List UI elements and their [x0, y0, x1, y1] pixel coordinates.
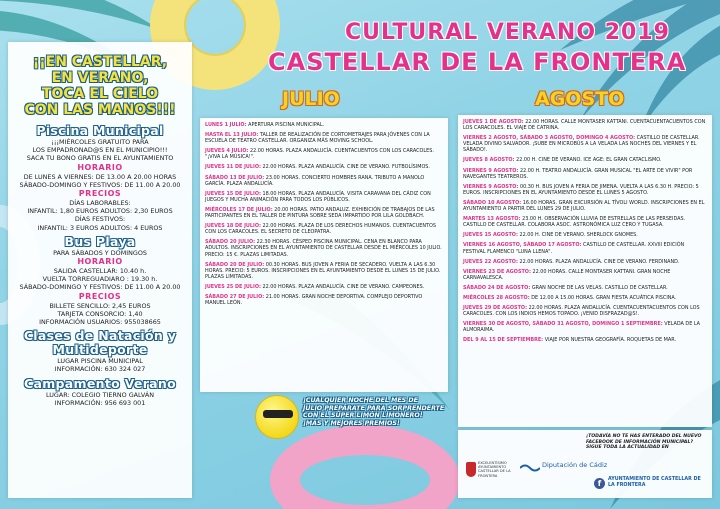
event-description: 18.00 HORAS. PLAZA ANDALUCÍA. VISITA CARAVANA DEL CÁDIZ CON JUEGOS Y MUCHA ANIMACIÓN PARA TODOS LOS PÚBLICOS. [205, 190, 431, 203]
promo-banner [255, 395, 460, 440]
event-date: MIÉRCOLES 28 AGOSTO: [463, 294, 530, 301]
event-date: JUEVES 15 AGOSTO: [463, 232, 518, 239]
event-date: MARTES 13 AGOSTO: [463, 216, 521, 223]
agosto-event [463, 285, 707, 291]
agosto-event [463, 200, 707, 212]
event-description: 22.00 HORAS. PLAZA ANDALUCÍA. CUENTACUENTACUENTOS CON LOS CARACOLES. CON LOS INDIOS HEMOS TOPADO. ¡VENID DISFRAZAD@S!. [463, 305, 700, 318]
event-description: VELADA DE LA ALMORAIMA. [463, 321, 701, 334]
month-julio-heading: JULIO [282, 88, 340, 110]
event-date: VIERNES 16 AGOSTO, SÁBADO 17 AGOSTO: [463, 242, 582, 249]
julio-events [200, 118, 448, 392]
agosto-events [458, 115, 712, 427]
month-agosto-heading: AGOSTO [535, 88, 625, 110]
agosto-event [463, 259, 707, 265]
event-description: 00.30 HORAS. BUS JOVEN A FERIA DE SECADERO. VUELTA A LAS 6.30 HORAS. PRECIO: 5 EUROS. INSCRIPCIONES EN EL AYUNTAMIENTO DESDE EL LUNES 15 DE JULIO. PLAZAS LIMITADAS. [205, 261, 441, 280]
agosto-event [463, 337, 707, 343]
agosto-event [463, 184, 707, 196]
julio-event [205, 284, 443, 290]
event-date: VIERNES 9 AGOSTO: [463, 167, 519, 174]
event-description: 22.00 HORAS. PLAZA DE LOS DERECHOS HUMANOS. CUENTACUENTOS CON LOS CARACOLES. EL SECRETO DE CLEOPATRA. [205, 223, 436, 236]
julio-event [205, 191, 443, 203]
event-description: GRAN NOCHE DE LAS VELAS. CASTILLO DE CASTELLAR. [531, 284, 668, 291]
event-description: 22.00 H. CINE DE VERANO. ICE AGE: EL GRAN CATACLISMO. [516, 157, 662, 164]
event-date: VIERNES 23 DE AGOSTO: [463, 268, 531, 275]
julio-event [205, 262, 443, 280]
event-description: 22.00 HORAS. PLAZA ANDALUCÍA. CINE DE VERANO. FUTBOLÍSIMOS. [262, 164, 430, 171]
municipal-crest-icon [466, 462, 476, 477]
event-description: 22.00 HORAS. PLAZA ANDALUCÍA. CINE DE VERANO. CAMPEONES. [262, 283, 425, 290]
julio-event [205, 207, 443, 219]
julio-event [205, 294, 443, 306]
event-description: 16.00 HORAS. GRAN EXCURSIÓN AL TÍVOLI WORLD. INSCRIPCIONES EN EL AYUNTAMIENTO A PARTIR DEL LUNES 29 DE JULIO. [463, 199, 705, 213]
julio-event [205, 239, 443, 257]
facebook-note: ¡TODAVÍA NO TE HAS ENTERADO DEL NUEVO FACEBOOK DE INFORMACIÓN MUNICIPAL? SIGUE TODA LA ACTUALIDAD EN [586, 434, 702, 451]
logo-diputacion-text: Diputación de Cádiz [542, 461, 608, 469]
piscina-precios-label: PRECIOS [78, 189, 122, 199]
event-date: JUEVES 4 JULIO: [205, 148, 249, 155]
event-date: HASTA EL 13 JULIO: [205, 132, 259, 139]
event-description: DE 12.00 A 15.00 HORAS. GRAN FIESTA ACUÁTICA PISCINA. [531, 294, 677, 301]
agosto-event [463, 119, 707, 131]
facebook-icon[interactable]: f [594, 478, 605, 489]
event-description: 22.30 HORAS. CÉSPED PISCINA MUNICIPAL. CENA EN BLANCO PARA ADULTOS. INSCRIPCIONES EN EL AYUNTAMIENTO DE CASTELLAR DESDE EL MIÉRCOLES 10 JULIO. PRECIO: 15 €. PLAZAS LIMITADAS. [205, 239, 442, 258]
event-description: TALLER DE REALIZACIÓN DE CORTOMETRAJES PARA JÓVENES CON LA ESCUELA DE TEATRO CASTELLAR. ORGANIZA MÁS MOVING SCHOOL. [205, 132, 430, 145]
logo-ayuntamiento-text: EXCELENTÍSIMO AYUNTAMIENTO CASTELLAR DE LA FRONTERA [478, 461, 511, 478]
page-subtitle: CASTELLAR DE LA FRONTERA [268, 48, 687, 76]
event-date: DEL 9 AL 15 DE SEPTIEMBRE: [463, 337, 544, 344]
event-date: SÁBADO 13 DE JULIO: [205, 174, 265, 181]
agosto-event [463, 305, 707, 317]
agosto-event [463, 135, 707, 153]
agosto-event [463, 232, 707, 238]
event-description: 22.00 HORAS. CALLE MONTASER KATTANI. CUENTACUENTACUENTOS CON LOS CARACOLES. EL VIAJE DE CATRINA. [463, 119, 706, 132]
event-date: VIERNES 9 AGOSTO: [463, 183, 519, 190]
event-description: 21.00 HORAS. GRAN NOCHE DEPORTIVA. COMPLEJO DEPORTIVO MANUEL LEÓN. [205, 293, 423, 307]
info-panel: ¡¡EN CASTELLAR, EN VERANO, TOCA EL CIELO CON LAS MANOS!!! Piscina Municipal ¡¡¡MIÉRCOLES GRATUITO PARA LOS EMPADRONAD@S EN EL MUNICIPIO!!! SACA TU BONO GRATIS EN EL AYUNTAMIENTO HORARIO DE LUNES A VIERNES: DE 13.00 A 20.00 HORAS SÁBADO-DOMINGO Y FESTIVOS: DE 11.00 A 20.00 PRECIOS DÍAS LABORABLES: INFANTIL: 1,80 EUROS ADULTOS: 2,30 EUROS DÍAS FESTIVOS: INFANTIL: 3 EUROS ADULTOS: 4 EUROS Bus Playa PARA SÁBADOS Y DOMINGOS HORARIO SALIDA CASTELLAR: 10.40 h. VUELTA TORREGUADIARO : 19.30 h. SÁBADO-DOMINGO Y FESTIVOS: DE 11.00 A 20.00 PRECIOS BILLETE SENCILLO: 2,45 EUROS TARJETA CONSORCIO: 1,40 INFORMACIÓN USUARIOS: 955038665 Clases de Natación y Multideporte LUGAR PISCINA MUNICIPAL INFORMACIÓN: 630 324 027 Campamento Verano LUGAR: COLEGIO TIERNO GALVÁN INFORMACIÓN: 956 693 001 [8, 42, 192, 498]
event-date: JUEVES 22 AGOSTO: [463, 258, 518, 265]
event-date: SÁBADO 10 AGOSTO: [463, 199, 522, 206]
footer [458, 430, 712, 498]
event-date: SÁBADO 20 DE JULIO: [205, 261, 265, 268]
campamento-title: Campamento Verano [24, 375, 176, 391]
event-date: JUEVES 1 DE AGOSTO: [463, 119, 524, 125]
diputacion-logo-icon [520, 463, 540, 473]
bus-precios-label: PRECIOS [78, 291, 122, 301]
julio-event [205, 223, 443, 235]
lemon-mascot-icon [255, 395, 299, 439]
event-date: LUNES 1 JULIO: [205, 122, 247, 128]
event-date: SÁBADO 24 DE AGOSTO: [463, 284, 531, 291]
event-date: JUEVES 8 AGOSTO: [463, 157, 515, 164]
event-date: SÁBADO 20 JULIO: [205, 239, 256, 246]
event-description: 22.00 HORAS. CALLE MONTASER KATTANI. GRAN NOCHE CARNAVALESCA. [463, 268, 671, 281]
julio-event [205, 164, 443, 170]
agosto-event [463, 168, 707, 180]
agosto-event [463, 216, 707, 228]
event-date: VIERNES 2 AGOSTO, SÁBADO 3 AGOSTO, DOMINGO 4 AGOSTO: [463, 135, 636, 142]
julio-event [205, 148, 443, 160]
event-description: 22.00 HORAS. PLAZA ANDALUCÍA. CINE DE VERANO. FERDINAND. [519, 258, 680, 265]
facebook-page-name[interactable]: AYUNTAMIENTO DE CASTELLAR DE LA FRONTERA [608, 477, 701, 488]
slogan: ¡¡EN CASTELLAR, EN VERANO, TOCA EL CIELO CON LAS MANOS!!! [24, 54, 176, 118]
event-description: 22.00 H. CINE DE VERANO. SHERLOCK GNOMES. [519, 232, 638, 239]
event-description: 23.00 HORAS. CONCIERTO HOMBRES RANA. TRIBUTO A MANOLO GARCÍA. PLAZA ANDALUCÍA. [205, 174, 425, 187]
piscina-title: Piscina Municipal [36, 123, 164, 138]
bus-title: Bus Playa [64, 233, 136, 249]
julio-event [205, 132, 443, 144]
event-date: JUEVES 18 DE JULIO: [205, 223, 261, 230]
bus-horario-label: HORARIO [77, 257, 123, 267]
julio-event [205, 122, 443, 128]
event-description: 23.00 H. OBSERVACIÓN LLUVIA DE ESTRELLAS DE LAS PERSEIDAS. CASTILLO DE CASTELLAR. COLABORA ASOC. ASTRONÓMICA LUZ CERO Y TUGASA. [463, 216, 686, 229]
agosto-event [463, 157, 707, 163]
agosto-event [463, 321, 707, 333]
event-description: VIAJE POR NUESTRA GEOGRAFÍA. ROQUETAS DE MAR. [544, 337, 677, 344]
event-date: JUEVES 25 DE JULIO: [205, 283, 261, 290]
agosto-event [463, 242, 707, 254]
event-date: JUEVES 15 DE JULIO: [205, 190, 261, 197]
event-date: JUEVES 29 DE AGOSTO: [463, 305, 528, 312]
event-date: JUEVES 11 DE JULIO: [205, 164, 261, 171]
event-description: 00.30 H. BUS JOVEN A FERIA DE JIMENA. VUELTA A LAS 6.30 H. PRECIO: 5 EUROS. INSCRIPCIONES EN EL AYUNTAMIENTO DESDE EL LUNES 5 AGOSTO. [463, 183, 699, 196]
piscina-horario-label: HORARIO [77, 162, 123, 172]
event-description: 22.00 H. TEATRO ANDALUCÍA. GRAN MUSICAL "EL ARTE DE VIVIR" POR NAVEGANTES TEATREROS. [463, 167, 693, 180]
promo-text: ¡CUALQUIER NOCHE DEL MES DE JULIO PREPÁRATE PARA SORPRENDERTE CON EL SÚPER LIMÓN LIMONERO! ¡MÁS Y MEJORES PREMIOS! [303, 397, 445, 427]
event-description: APERTURA PISCINA MUNICIPAL. [248, 122, 325, 128]
event-date: MIÉRCOLES 17 DE JULIO: [205, 206, 273, 213]
page-title: CULTURAL VERANO 2019 [345, 20, 670, 45]
agosto-event [463, 269, 707, 281]
event-description: 20.00 HORAS. PATIO ANDALUZ. EXHIBICIÓN DE TRABAJOS DE LAS PARTICIPANTES EN EL TALLER DE PINTURA SOBRE SEDA IMPARTIDO POR LILA GOLDBACH. [205, 206, 435, 220]
event-date: SÁBADO 27 DE JULIO: [205, 293, 265, 300]
julio-event [205, 175, 443, 187]
event-description: CASTILLO DE CASTELLAR. VELADA DIVINO SALVADOR. ¡SUBE EN MICROBÚS A LA VELADA LAS NOCHES DEL VIERNES Y EL SÁBADO!. [463, 135, 700, 154]
clases-title: Clases de Natación y Multideporte [23, 328, 177, 358]
event-description: CASTILLO DE CASTELLAR. XXVIII EDICIÓN FESTIVAL FLAMENCO "LUNA LLENA". [463, 242, 685, 255]
event-date: VIERNES 30 DE AGOSTO, SÁBADO 31 AGOSTO, DOMINGO 1 SEPTIEMBRE: [463, 321, 663, 328]
agosto-event [463, 295, 707, 301]
event-description: 22.00 HORAS. PLAZA ANDALUCÍA. CUENTACUENTOS CON LOS CARACOLES. "¡VIVA LA MÚSICA!". [205, 148, 434, 161]
